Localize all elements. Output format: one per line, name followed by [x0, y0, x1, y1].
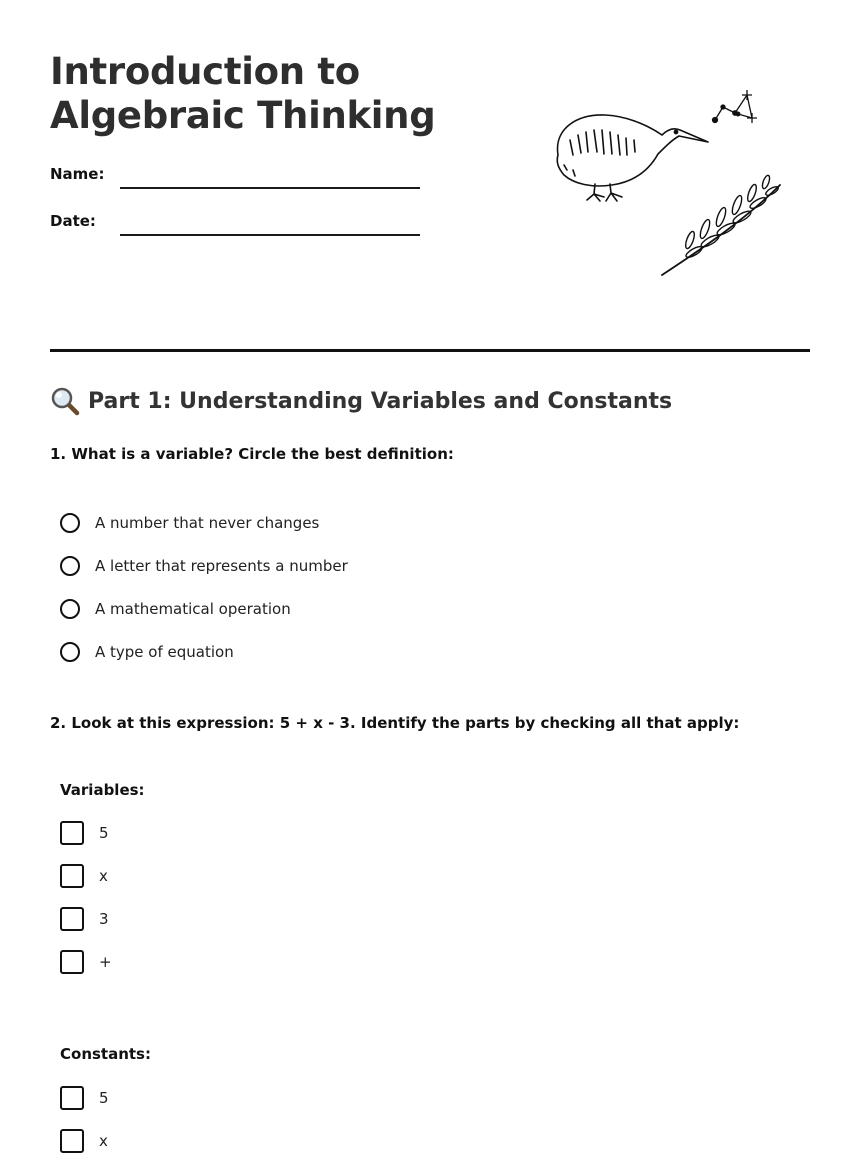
worksheet-title — [50, 50, 470, 138]
checkbox[interactable] — [60, 864, 84, 888]
radio-button[interactable] — [60, 599, 80, 619]
name-label: Name: — [50, 165, 105, 183]
option-label: A mathematical operation — [95, 600, 291, 618]
constants-label: Constants: — [60, 1045, 151, 1063]
checkbox[interactable] — [60, 821, 84, 845]
radio-button[interactable] — [60, 642, 80, 662]
radio-button[interactable] — [60, 513, 80, 533]
date-field-line[interactable] — [120, 234, 420, 236]
q1-option-2[interactable] — [60, 554, 348, 578]
checkbox[interactable] — [60, 907, 84, 931]
question-1: 1. What is a variable? Circle the best definition: — [50, 445, 454, 463]
checkbox[interactable] — [60, 1086, 84, 1110]
q1-option-3[interactable] — [60, 597, 291, 621]
option-label: 5 — [99, 824, 109, 842]
q1-option-1[interactable] — [60, 511, 319, 535]
checkbox[interactable] — [60, 950, 84, 974]
checkbox[interactable] — [60, 1129, 84, 1153]
variables-option-3[interactable] — [60, 907, 109, 931]
q1-option-4[interactable] — [60, 640, 234, 664]
option-label: 5 — [99, 1089, 109, 1107]
part1-heading-text: Part 1: Understanding Variables and Constants — [88, 388, 673, 414]
part1-heading — [50, 386, 672, 416]
title-line-1: Introduction to — [50, 50, 360, 93]
header-illustration — [540, 80, 800, 290]
question-2: 2. Look at this expression: 5 + x - 3. Identify the parts by checking all that apply: — [50, 714, 740, 732]
magnifier-icon — [50, 386, 80, 416]
kiwi-bird-icon — [557, 115, 708, 201]
name-field-line[interactable] — [120, 187, 420, 189]
variables-option-4[interactable] — [60, 950, 112, 974]
date-label: Date: — [50, 212, 96, 230]
constants-option-2[interactable] — [60, 1129, 108, 1153]
option-label: A type of equation — [95, 643, 234, 661]
title-line-2: Algebraic Thinking — [50, 94, 436, 137]
variables-label: Variables: — [60, 781, 145, 799]
option-label: x — [99, 867, 108, 885]
option-label: 3 — [99, 910, 109, 928]
option-label: x — [99, 1132, 108, 1150]
option-label: A letter that represents a number — [95, 557, 348, 575]
option-label: + — [99, 953, 112, 971]
constants-option-1[interactable] — [60, 1086, 109, 1110]
fern-leaf-icon — [662, 174, 780, 275]
variables-option-2[interactable] — [60, 864, 108, 888]
option-label: A number that never changes — [95, 514, 320, 532]
header-divider — [50, 349, 810, 352]
variables-option-1[interactable] — [60, 821, 109, 845]
radio-button[interactable] — [60, 556, 80, 576]
constellation-icon — [713, 90, 758, 123]
